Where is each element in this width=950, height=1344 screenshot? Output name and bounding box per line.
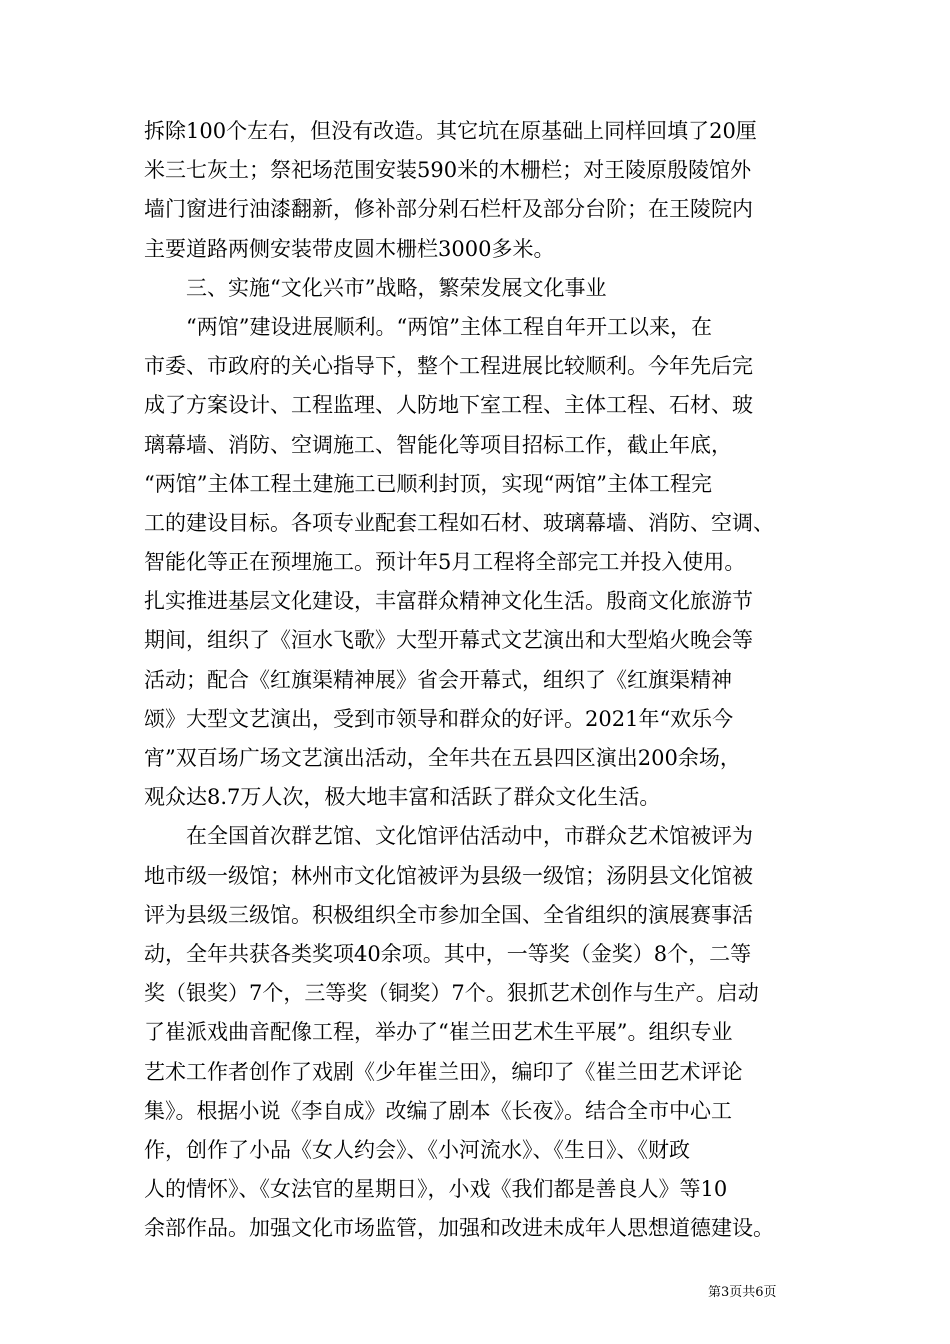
text-line: 米三七灰土；祭祀场范围安装590米的木栅栏；对王陵原殷陵馆外	[144, 158, 752, 183]
text-line: 奖（银奖）7个，三等奖（铜奖）7个。狠抓艺术创作与生产。启动	[144, 981, 759, 1006]
section-heading: 三、实施“文化兴市”战略，繁荣发展文化事业	[144, 275, 607, 300]
text-line: 在全国首次群艺馆、文化馆评估活动中，市群众艺术馆被评为	[144, 824, 753, 849]
text-line: 地市级一级馆；林州市文化馆被评为县级一级馆；汤阴县文化馆被	[144, 863, 753, 888]
text-line: 工的建设目标。各项专业配套工程如石材、玻璃幕墙、消防、空调、	[144, 510, 774, 535]
text-line: 墙门窗进行油漆翻新，修补部分剁石栏杆及部分台阶；在王陵院内	[144, 197, 753, 222]
text-line: 扎实推进基层文化建设，丰富群众精神文化生活。殷商文化旅游节	[144, 589, 753, 614]
text-line: 动，全年共获各类奖项40余项。其中，一等奖（金奖）8个，二等	[144, 941, 752, 966]
text-line: 拆除100个左右，但没有改造。其它坑在原基础上同样回填了20厘	[144, 119, 757, 143]
text-line: 观众达8.7万人次，极大地丰富和活跃了群众文化生活。	[144, 785, 661, 810]
text-line: 余部作品。加强文化市场监管，加强和改进未成年人思想道德建设。	[144, 1216, 774, 1241]
text-line: 颂》大型文艺演出，受到市领导和群众的好评。2021年“欢乐今	[144, 706, 734, 731]
text-line: “两馆”主体工程土建施工已顺利封顶，实现“两馆”主体工程完	[144, 471, 712, 496]
text-line: 期间，组织了《洹水飞歌》大型开幕式文艺演出和大型焰火晚会等	[144, 628, 753, 653]
text-line: 集》。根据小说《李自成》改编了剧本《长夜》。结合全市中心工	[144, 1098, 732, 1123]
text-line: 市委、市政府的关心指导下，整个工程进展比较顺利。今年先后完	[144, 354, 753, 379]
text-line: 了崔派戏曲音配像工程，举办了“崔兰田艺术生平展”。组织专业	[144, 1020, 733, 1045]
text-line: 主要道路两侧安装带皮圆木栅栏3000多米。	[144, 236, 555, 261]
text-line: 评为县级三级馆。积极组织全市参加全国、全省组织的演展赛事活	[144, 902, 753, 927]
body-text	[144, 112, 824, 1248]
text-line: 艺术工作者创作了戏剧《少年崔兰田》，编印了《崔兰田艺术评论	[144, 1059, 743, 1084]
text-line: “两馆”建设进展顺利。“两馆”主体工程自年开工以来，在	[144, 314, 712, 339]
text-line: 璃幕墙、消防、空调施工、智能化等项目招标工作，截止年底，	[144, 432, 732, 457]
text-line: 人的情怀》、《女法官的星期日》，小戏《我们都是善良人》等10	[144, 1177, 728, 1202]
text-line: 作，创作了小品《女人约会》、《小河流水》、《生日》、《财政	[144, 1137, 690, 1162]
text-line: 智能化等正在预埋施工。预计年5月工程将全部完工并投入使用。	[144, 550, 746, 575]
text-line: 成了方案设计、工程监理、人防地下室工程、主体工程、石材、玻	[144, 393, 753, 418]
page-number: 第3页共6页	[708, 1285, 777, 1300]
text-line: 宵”双百场广场文艺演出活动，全年共在五县四区演出200余场，	[144, 746, 741, 770]
text-line: 活动；配合《红旗渠精神展》省会开幕式，组织了《红旗渠精神	[144, 667, 732, 692]
